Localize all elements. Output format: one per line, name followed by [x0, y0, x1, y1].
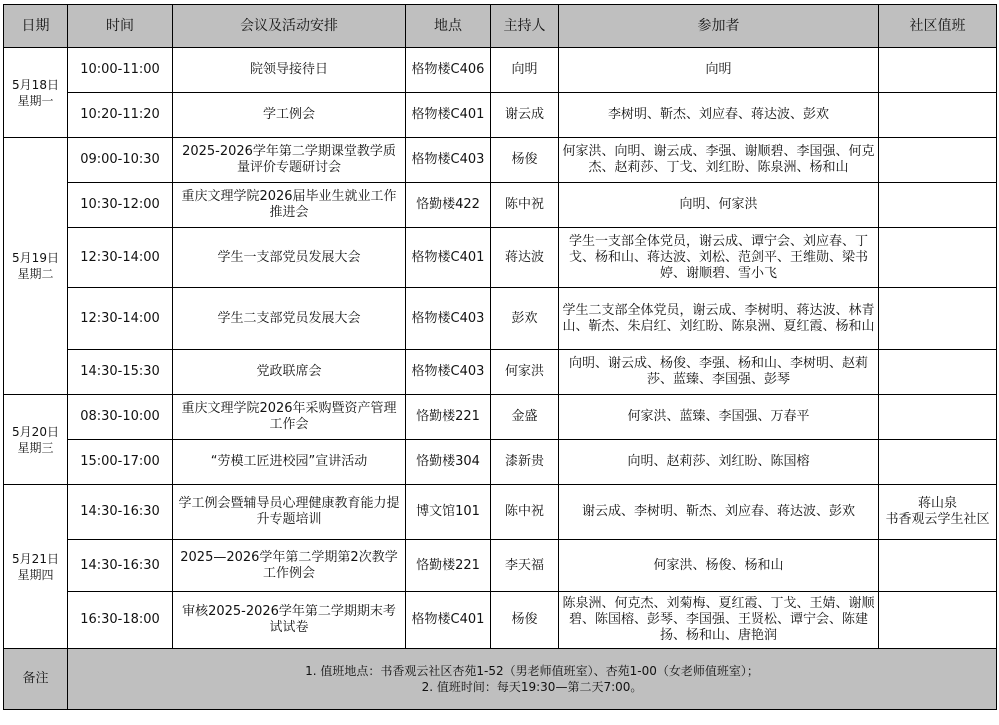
host-cell: 李天福	[491, 540, 559, 592]
host-cell: 蒋达波	[491, 228, 559, 288]
attendees-cell: 李树明、靳杰、刘应春、蒋达波、彭欢	[559, 93, 879, 138]
location-cell: 恪勤楼221	[406, 395, 491, 440]
event-cell: 2025-2026学年第二学期课堂教学质量评价专题研讨会	[173, 138, 406, 183]
duty-cell	[879, 138, 997, 183]
notes-line-2: 2. 值班时间：每天19:30—第二天7:00。	[421, 680, 643, 694]
table-row	[4, 48, 997, 93]
location-cell: 格物楼C401	[406, 93, 491, 138]
notes-line-1: 1. 值班地点：书香观云社区杏苑1-52（男老师值班室）、杏苑1-00（女老师值班室）；	[305, 664, 759, 678]
date-cell	[4, 138, 68, 395]
table-row	[4, 228, 997, 288]
date-label: 5月21日	[12, 551, 59, 566]
location-cell: 格物楼C401	[406, 592, 491, 649]
table-row	[4, 350, 997, 395]
event-cell: 学工例会	[173, 93, 406, 138]
weekday-label: 星期一	[17, 93, 54, 108]
time-cell: 10:00-11:00	[68, 48, 173, 93]
event-cell: 学生二支部党员发展大会	[173, 288, 406, 350]
header-time: 时间	[68, 5, 173, 48]
attendees-cell: 谢云成、李树明、靳杰、刘应春、蒋达波、彭欢	[559, 485, 879, 540]
duty-cell	[879, 592, 997, 649]
time-cell: 08:30-10:00	[68, 395, 173, 440]
host-cell: 何家洪	[491, 350, 559, 395]
host-cell: 杨俊	[491, 138, 559, 183]
host-cell: 漆新贵	[491, 440, 559, 485]
duty-cell	[879, 183, 997, 228]
time-cell: 12:30-14:00	[68, 228, 173, 288]
event-cell: 学工例会暨辅导员心理健康教育能力提升专题培训	[173, 485, 406, 540]
date-cell	[4, 48, 68, 138]
table-row	[4, 288, 997, 350]
duty-cell	[879, 93, 997, 138]
attendees-cell: 学生一支部全体党员，谢云成、谭宁会、刘应春、丁戈、杨和山、蒋达波、刘松、范剑平、王维勋、梁书婷、谢顺碧、雪小飞	[559, 228, 879, 288]
location-cell: 博文馆101	[406, 485, 491, 540]
location-cell: 恪勤楼304	[406, 440, 491, 485]
notes-cell	[68, 649, 997, 710]
location-cell: 格物楼C401	[406, 228, 491, 288]
weekday-label: 星期三	[17, 440, 54, 455]
attendees-cell: 何家洪、向明、谢云成、李强、谢顺碧、李国强、何克杰、赵莉莎、丁戈、刘红盼、陈泉洲、杨和山	[559, 138, 879, 183]
duty-cell	[879, 48, 997, 93]
weekday-label: 星期四	[17, 567, 54, 582]
attendees-cell: 何家洪、蓝臻、李国强、万春平	[559, 395, 879, 440]
event-cell: 重庆文理学院2026届毕业生就业工作推进会	[173, 183, 406, 228]
attendees-cell: 向明、赵莉莎、刘红盼、陈国榕	[559, 440, 879, 485]
event-cell: “劳模工匠进校园”宣讲活动	[173, 440, 406, 485]
time-cell: 14:30-16:30	[68, 485, 173, 540]
table-row	[4, 138, 997, 183]
date-cell	[4, 485, 68, 649]
header-attendees: 参加者	[559, 5, 879, 48]
time-cell: 10:20-11:20	[68, 93, 173, 138]
attendees-cell: 陈泉洲、何克杰、刘菊梅、夏红霞、丁戈、王婧、谢顺碧、陈国榕、彭琴、李国强、王贤松、谭宁会、陈建扬、杨和山、唐艳润	[559, 592, 879, 649]
location-cell: 格物楼C403	[406, 350, 491, 395]
attendees-cell: 何家洪、杨俊、杨和山	[559, 540, 879, 592]
date-label: 5月19日	[12, 251, 59, 265]
table-row	[4, 592, 997, 649]
time-cell: 16:30-18:00	[68, 592, 173, 649]
date-label: 5月18日	[12, 77, 59, 92]
event-cell: 党政联席会	[173, 350, 406, 395]
duty-cell	[879, 288, 997, 350]
time-cell: 14:30-15:30	[68, 350, 173, 395]
event-cell: 重庆文理学院2026年采购暨资产管理工作会	[173, 395, 406, 440]
time-cell: 09:00-10:30	[68, 138, 173, 183]
schedule-table	[3, 4, 997, 710]
table-row	[4, 485, 997, 540]
host-cell: 彭欢	[491, 288, 559, 350]
duty-cell	[879, 350, 997, 395]
event-cell: 学生一支部党员发展大会	[173, 228, 406, 288]
table-row	[4, 183, 997, 228]
attendees-cell: 向明	[559, 48, 879, 93]
event-cell: 2025—2026学年第二学期第2次教学工作例会	[173, 540, 406, 592]
host-cell: 金盛	[491, 395, 559, 440]
duty-cell: 蒋山泉 书香观云学生社区	[879, 485, 997, 540]
weekday-label: 星期二	[17, 267, 54, 281]
date-cell	[4, 395, 68, 485]
header-date: 日期	[4, 5, 68, 48]
host-cell: 杨俊	[491, 592, 559, 649]
attendees-cell: 向明、谢云成、杨俊、李强、杨和山、李树明、赵莉莎、蓝臻、李国强、彭琴	[559, 350, 879, 395]
host-cell: 谢云成	[491, 93, 559, 138]
location-cell: 恪勤楼422	[406, 183, 491, 228]
header-host: 主持人	[491, 5, 559, 48]
location-cell: 格物楼C403	[406, 288, 491, 350]
table-row	[4, 93, 997, 138]
duty-cell	[879, 540, 997, 592]
attendees-cell: 向明、何家洪	[559, 183, 879, 228]
notes-label: 备注	[4, 649, 68, 710]
duty-cell	[879, 228, 997, 288]
notes-row	[4, 649, 997, 710]
time-cell: 15:00-17:00	[68, 440, 173, 485]
duty-cell	[879, 440, 997, 485]
table-row	[4, 395, 997, 440]
header-row	[4, 5, 997, 48]
location-cell: 格物楼C406	[406, 48, 491, 93]
duty-cell	[879, 395, 997, 440]
location-cell: 恪勤楼221	[406, 540, 491, 592]
event-cell: 审核2025-2026学年第二学期期末考试试卷	[173, 592, 406, 649]
host-cell: 陈中祝	[491, 183, 559, 228]
host-cell: 陈中祝	[491, 485, 559, 540]
header-duty: 社区值班	[879, 5, 997, 48]
location-cell: 格物楼C403	[406, 138, 491, 183]
host-cell: 向明	[491, 48, 559, 93]
table-row	[4, 540, 997, 592]
time-cell: 12:30-14:00	[68, 288, 173, 350]
header-event: 会议及活动安排	[173, 5, 406, 48]
event-cell: 院领导接待日	[173, 48, 406, 93]
table-row	[4, 440, 997, 485]
attendees-cell: 学生二支部全体党员，谢云成、李树明、蒋达波、林青山、靳杰、朱启红、刘红盼、陈泉洲、夏红霞、杨和山	[559, 288, 879, 350]
time-cell: 14:30-16:30	[68, 540, 173, 592]
header-location: 地点	[406, 5, 491, 48]
time-cell: 10:30-12:00	[68, 183, 173, 228]
date-label: 5月20日	[12, 424, 59, 439]
